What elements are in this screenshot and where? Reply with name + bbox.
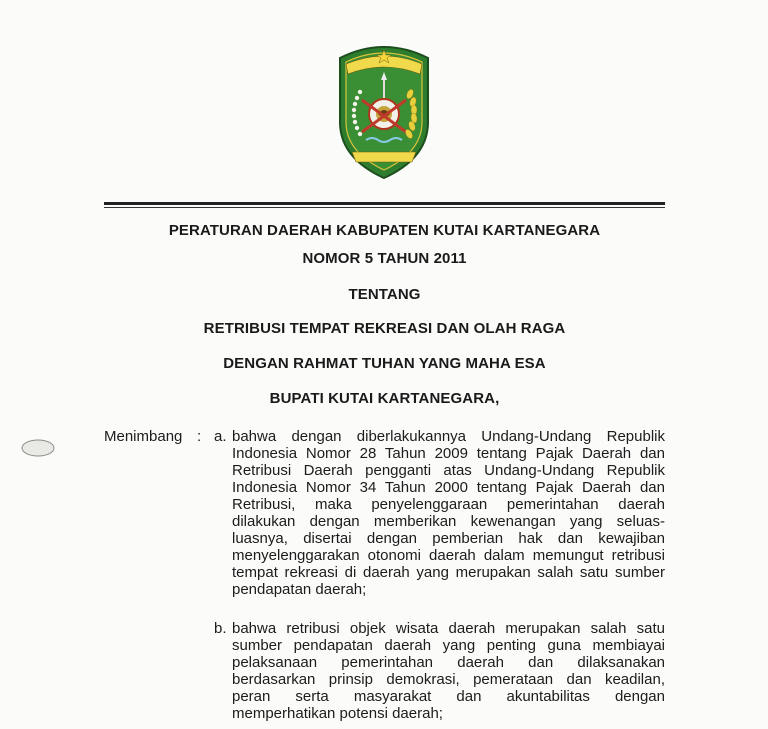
item-b-marker: b. [214, 620, 227, 637]
item-b-line: bahwa retribusi objek wisata daerah merupakan salah satu [232, 620, 665, 637]
item-b-line: memperhatikan potensi daerah; [232, 705, 443, 722]
item-a-line: Retribusi Daerah pengganti atas Undang-Undang Republik [232, 462, 665, 479]
item-b-line: sumber pendapatan daerah yang penting guna membiayai [232, 637, 665, 654]
regent-line: BUPATI KUTAI KARTANEGARA, [269, 390, 500, 407]
item-a-line: Retribusi, maka penyelenggaraan pemerintahan daerah [232, 496, 665, 513]
item-b-line: pelaksanaan pemerintahan daerah dan dilaksanakan [232, 654, 665, 671]
item-a-line: tempat rekreasi di daerah yang merupakan salah satu sumber [232, 564, 665, 581]
header-rule-thick [104, 202, 665, 205]
regulation-title: PERATURAN DAERAH KABUPATEN KUTAI KARTANEGARA [168, 222, 601, 239]
preamble-line: DENGAN RAHMAT TUHAN YANG MAHA ESA [223, 355, 546, 372]
item-b-line: berdasarkan prinsip demokrasi, pemerataan dan keadilan, [232, 671, 665, 688]
item-a-line: pendapatan daerah; [232, 581, 367, 598]
item-a-line: luasnya, disertai dengan pemberian hak dan kewajiban [232, 530, 665, 547]
regulation-subject: RETRIBUSI TEMPAT REKREASI DAN OLAH RAGA [203, 320, 566, 337]
item-a-line: bahwa dengan diberlakukannya Undang-Undang Republik [232, 428, 665, 445]
kutai-kartanegara-emblem [332, 40, 436, 180]
considering-colon: : [197, 428, 202, 445]
item-a-line: dilakukan dengan memberikan kewenangan yang seluas- [232, 513, 665, 530]
item-a-line: Indonesia Nomor 28 Tahun 2009 tentang Pajak Daerah dan [232, 445, 665, 462]
item-a-line: menyelenggarakan otonomi daerah dalam memungut retribusi [232, 547, 665, 564]
item-b-line: peran serta masyarakat dan akuntabilitas dengan [232, 688, 665, 705]
about-heading: TENTANG [348, 286, 421, 303]
item-a-marker: a. [214, 428, 227, 445]
considering-label: Menimbang [104, 428, 183, 445]
header-rule-thin [104, 207, 665, 208]
item-a-line: Indonesia Nomor 34 Tahun 2000 tentang Pajak Daerah dan [232, 479, 665, 496]
scan-hole-mark [18, 436, 58, 460]
regulation-number: NOMOR 5 TAHUN 2011 [302, 250, 467, 267]
